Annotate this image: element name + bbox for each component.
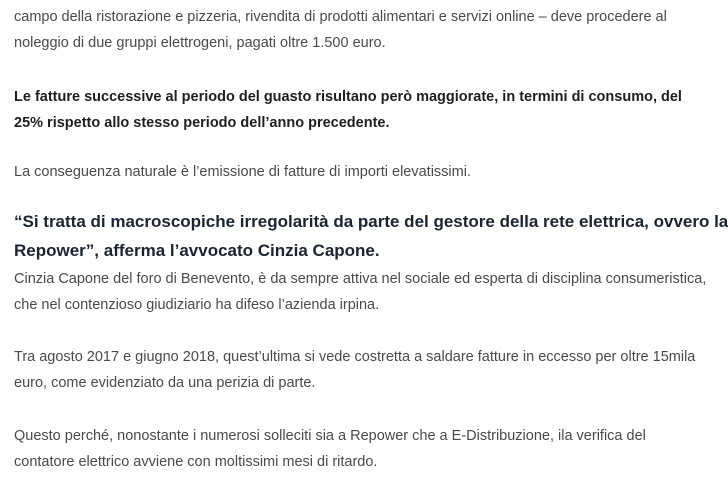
paragraph-invoices-increase (14, 84, 682, 136)
paragraph-line: Le fatture successive al periodo del guasto risultano però maggiorate, in termini di consumo, del (14, 89, 682, 105)
paragraph-line: che nel contenzioso giudiziario ha difeso l’azienda irpina. (14, 297, 380, 313)
paragraph-line: campo della ristorazione e pizzeria, rivendita di prodotti alimentari e servizi online – deve procedere al (14, 9, 667, 25)
paragraph-line: Cinzia Capone del foro di Benevento, è da sempre attiva nel sociale ed esperta di disciplina consumeristica, (14, 271, 707, 287)
paragraph-line: Questo perché, nonostante i numerosi solleciti sia a Repower che a E-Distribuzione, ila verifica del (14, 428, 646, 444)
paragraph-line: euro, come evidenziato da una perizia di parte. (14, 375, 316, 391)
paragraph-meter-check (14, 423, 646, 475)
paragraph-line: La conseguenza naturale è l’emissione di fatture di importi elevatissimi. (14, 164, 471, 180)
paragraph-line: Tra agosto 2017 e giugno 2018, quest’ultima si vede costretta a saldare fatture in eccesso per oltre 15mila (14, 349, 696, 365)
paragraph-line: contatore elettrico avviene con moltissimi mesi di ritardo. (14, 454, 378, 470)
pull-quote (14, 207, 728, 265)
paragraph-overpayment (14, 344, 695, 396)
paragraph-line: noleggio di due gruppi elettrogeni, pagati oltre 1.500 euro. (14, 35, 386, 51)
paragraph-lawyer (14, 266, 706, 318)
paragraph-consequence (14, 159, 471, 185)
paragraph-generators (14, 4, 667, 56)
pull-quote-line: Repower”, afferma l’avvocato Cinzia Capone. (14, 241, 380, 260)
paragraph-line: 25% rispetto allo stesso periodo dell’anno precedente. (14, 115, 390, 131)
pull-quote-line: “Si tratta di macroscopiche irregolarità da parte del gestore della rete elettrica, ovvero la (14, 212, 728, 231)
